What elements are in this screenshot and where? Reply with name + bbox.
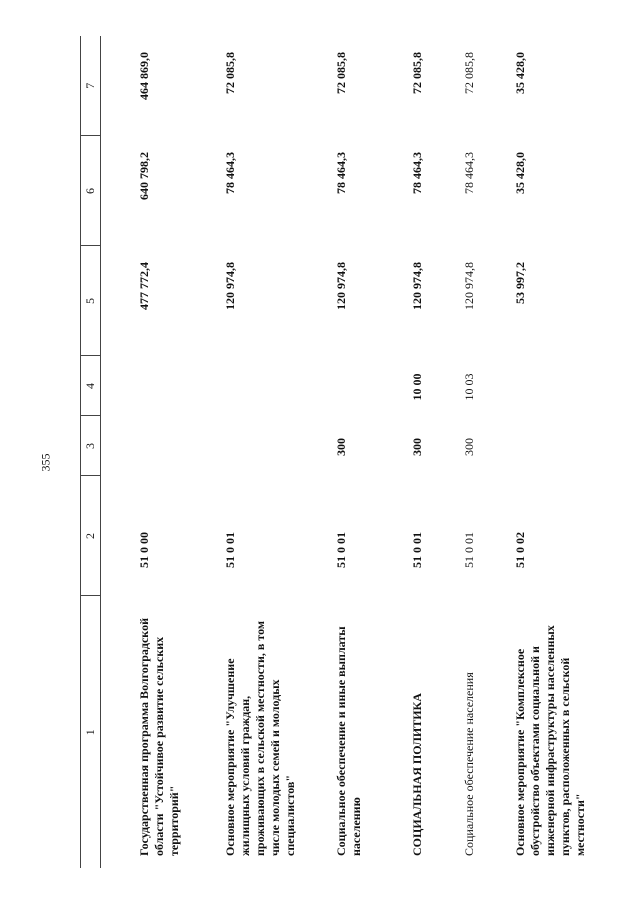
cell-c7: 72 085,8: [461, 52, 476, 94]
cell-c7: 72 085,8: [409, 52, 424, 94]
table-row: [101, 36, 187, 868]
cell-code: 51 0 01: [222, 532, 237, 568]
cell-c5: 120 974,8: [222, 262, 237, 310]
column-header: 6: [81, 136, 101, 246]
table-row: [477, 36, 607, 868]
column-header: 1: [81, 596, 101, 868]
row-name: СОЦИАЛЬНАЯ ПОЛИТИКА: [409, 693, 424, 856]
cell-c6: 78 464,3: [333, 152, 348, 194]
page-number-text: 355: [38, 453, 53, 471]
cell-code: 51 0 02: [512, 532, 527, 568]
table-row: [426, 36, 477, 868]
table-row: [187, 36, 298, 868]
cell-c3: 300: [333, 438, 348, 456]
cell-code: 51 0 01: [461, 532, 476, 568]
page-number: [36, 452, 56, 472]
row-name: Социальное обеспечение и иные выплаты населению: [333, 626, 363, 856]
cell-c5: 120 974,8: [461, 262, 476, 310]
column-header: 5: [81, 246, 101, 356]
cell-c3: 300: [409, 438, 424, 456]
row-name: Социальное обеспечение населения: [461, 672, 476, 856]
cell-c4: 10 00: [409, 373, 424, 401]
cell-code: 51 0 01: [409, 532, 424, 568]
cell-c6: 640 798,2: [137, 152, 151, 200]
cell-c3: [101, 416, 187, 476]
cell-c7: 464 869,0: [137, 52, 151, 100]
cell-c7: 72 085,8: [222, 52, 237, 94]
cell-c6: 78 464,3: [222, 152, 237, 194]
cell-c5: 120 974,8: [333, 262, 348, 310]
cell-c5: 53 997,2: [512, 262, 527, 304]
cell-code: 51 0 01: [333, 532, 348, 568]
cell-c3: [477, 416, 607, 476]
cell-c6: 78 464,3: [461, 152, 476, 194]
header-row: [81, 36, 101, 868]
cell-c7: 35 428,0: [512, 52, 527, 94]
cell-c4: [101, 356, 187, 416]
cell-c3: 300: [461, 438, 476, 456]
cell-c4: [187, 356, 298, 416]
cell-c4: [477, 356, 607, 416]
cell-c6: 78 464,3: [409, 152, 424, 194]
table-row: [374, 36, 426, 868]
row-name: Основное мероприятие "Комплексное обустройство объектами социальной и инженерной инфраструктуры населенных пунктов, расположенных в сельской местности": [512, 625, 587, 856]
cell-c4: [298, 356, 374, 416]
table-row: [298, 36, 374, 868]
cell-c5: 120 974,8: [409, 262, 424, 310]
column-header: 2: [81, 476, 101, 596]
budget-table: [80, 36, 607, 868]
cell-c7: 72 085,8: [333, 52, 348, 94]
cell-code: 51 0 00: [137, 532, 151, 568]
column-header: 3: [81, 416, 101, 476]
column-header: 7: [81, 36, 101, 136]
budget-table-rotated: [80, 36, 616, 868]
cell-c6: 35 428,0: [512, 152, 527, 194]
cell-c4: 10 03: [461, 373, 476, 401]
row-name: Основное мероприятие "Улучшение жилищных условий граждан, проживающих в сельской местности, в том числе молодых семей и молодых специалистов": [222, 620, 297, 856]
cell-c3: [187, 416, 298, 476]
row-name: Государственная программа Волгоградской области "Устойчивое развитие сельских территорий": [137, 618, 181, 856]
cell-c5: 477 772,4: [137, 262, 151, 310]
column-header: 4: [81, 356, 101, 416]
